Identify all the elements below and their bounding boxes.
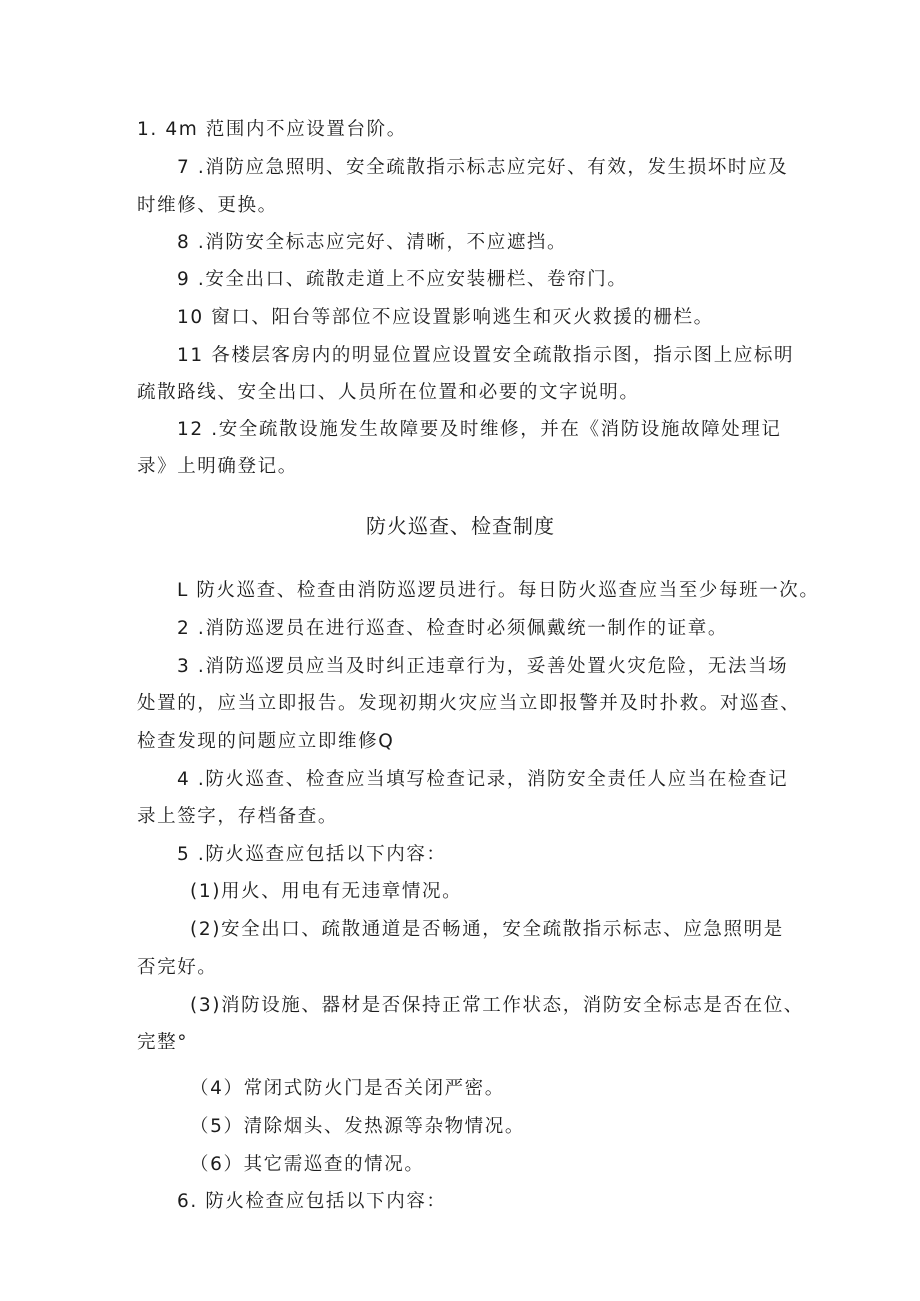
- sub-item-3: (3)消防设施、器材是否保持正常工作状态，消防安全标志是否在位、: [190, 995, 804, 1016]
- rule-2: 2 .消防巡逻员在进行巡查、检查时必须佩戴统一制作的证章。: [177, 618, 728, 639]
- rule-4: 4 .防火巡查、检查应当填写检查记录，消防安全责任人应当在检查记: [177, 769, 789, 790]
- rule-6: 6. 防火检查应包括以下内容：: [177, 1191, 447, 1212]
- sub-item-6: （6）其它需巡查的情况。: [190, 1154, 425, 1175]
- rule-1: L 防火巡查、检查由消防巡逻员进行。每日防火巡查应当至少每班一次。: [177, 580, 820, 601]
- section-title: 防火巡查、检查制度: [366, 514, 555, 538]
- item-10: 10 窗口、阳台等部位不应设置影响逃生和灭火救援的栅栏。: [177, 307, 714, 328]
- sub-item-3-continued: 完整°: [137, 1032, 189, 1053]
- rule-3-continued: 处置的，应当立即报告。发现初期火灾应当立即报警并及时扑救。对巡查、: [137, 693, 801, 714]
- item-7-continued: 时维修、更换。: [137, 195, 278, 216]
- item-12: 12 .安全疏散设施发生故障要及时维修，并在《消防设施故障处理记: [177, 419, 782, 440]
- rule-3: 3 .消防巡逻员应当及时纠正违章行为，妥善处置火灾危险，无法当场: [177, 656, 789, 677]
- rule-5: 5 .防火巡查应包括以下内容：: [177, 844, 447, 865]
- item-8: 8 .消防安全标志应完好、清晰，不应遮挡。: [177, 232, 568, 253]
- item-9: 9 .安全出口、疏散走道上不应安装栅栏、卷帘门。: [177, 269, 628, 290]
- sub-item-2: (2)安全出口、疏散通道是否畅通，安全疏散指示标志、应急照明是: [190, 919, 784, 940]
- sub-item-1: (1)用火、用电有无违章情况。: [190, 881, 463, 902]
- paragraph-line: 1. 4m 范围内不应设置台阶。: [137, 119, 407, 140]
- item-11-continued: 疏散路线、安全出口、人员所在位置和必要的文字说明。: [137, 382, 640, 403]
- rule-4-continued: 录上签字，存档备查。: [137, 806, 339, 827]
- sub-item-4: （4）常闭式防火门是否关闭严密。: [190, 1078, 505, 1099]
- sub-item-5: （5）清除烟头、发热源等杂物情况。: [190, 1116, 525, 1137]
- sub-item-2-continued: 否完好。: [137, 957, 218, 978]
- item-11: 11 各楼层客房内的明显位置应设置安全疏散指示图，指示图上应标明: [177, 345, 795, 366]
- rule-3-continued-2: 检查发现的问题应立即维修Q: [137, 731, 395, 752]
- item-7: 7 .消防应急照明、安全疏散指示标志应完好、有效，发生损坏时应及: [177, 157, 789, 178]
- item-12-continued: 录》上明确登记。: [137, 456, 298, 477]
